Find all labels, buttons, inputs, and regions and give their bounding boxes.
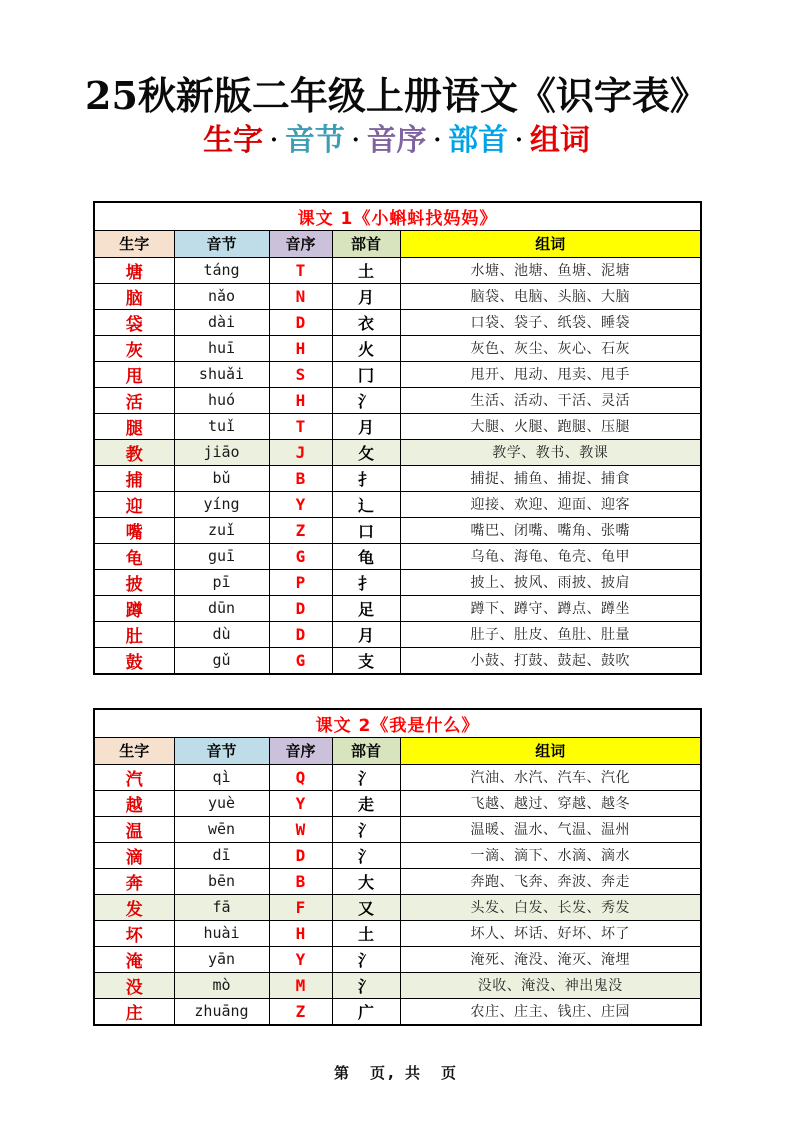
pinyin-cell: dī xyxy=(174,842,269,868)
words-cell: 甩开、甩动、甩卖、甩手 xyxy=(400,361,701,387)
words-cell: 口袋、袋子、纸袋、睡袋 xyxy=(400,309,701,335)
table-title-row xyxy=(94,202,701,231)
tables xyxy=(93,201,700,1026)
initial-cell: T xyxy=(269,257,332,283)
table-title: 课文 1《小蝌蚪找妈妈》 xyxy=(94,202,701,231)
words-cell: 坏人、坏话、好坏、坏了 xyxy=(400,920,701,946)
radical-cell: 又 xyxy=(332,894,400,920)
char-cell: 捕 xyxy=(94,465,174,491)
subtitle xyxy=(0,124,793,157)
initial-cell: Y xyxy=(269,946,332,972)
table-row xyxy=(94,842,701,868)
lesson-table-1 xyxy=(93,201,702,675)
char-cell: 蹲 xyxy=(94,595,174,621)
column-header-initial: 音序 xyxy=(269,230,332,257)
words-cell: 乌龟、海龟、龟壳、龟甲 xyxy=(400,543,701,569)
char-cell: 没 xyxy=(94,972,174,998)
pinyin-cell: bǔ xyxy=(174,465,269,491)
initial-cell: P xyxy=(269,569,332,595)
char-cell: 奔 xyxy=(94,868,174,894)
initial-cell: Y xyxy=(269,491,332,517)
table-row xyxy=(94,387,701,413)
subtitle-term: 部首 xyxy=(448,122,509,158)
table-row xyxy=(94,816,701,842)
words-cell: 披上、披风、雨披、披肩 xyxy=(400,569,701,595)
subtitle-term: 生字 xyxy=(203,122,264,158)
pinyin-cell: wēn xyxy=(174,816,269,842)
words-cell: 蹲下、蹲守、蹲点、蹲坐 xyxy=(400,595,701,621)
words-cell: 灰色、灰尘、灰心、石灰 xyxy=(400,335,701,361)
radical-cell: 龟 xyxy=(332,543,400,569)
words-cell: 生活、活动、干活、灵活 xyxy=(400,387,701,413)
column-header-radical: 部首 xyxy=(332,737,400,764)
initial-cell: Z xyxy=(269,998,332,1025)
subtitle-separator: · xyxy=(351,126,360,153)
words-cell: 淹死、淹没、淹灭、淹埋 xyxy=(400,946,701,972)
pinyin-cell: guī xyxy=(174,543,269,569)
pinyin-cell: jiāo xyxy=(174,439,269,465)
radical-cell: 火 xyxy=(332,335,400,361)
pinyin-cell: mò xyxy=(174,972,269,998)
radical-cell: 氵 xyxy=(332,946,400,972)
radical-cell: 口 xyxy=(332,517,400,543)
pinyin-cell: táng xyxy=(174,257,269,283)
table-row xyxy=(94,868,701,894)
initial-cell: H xyxy=(269,387,332,413)
pinyin-cell: huài xyxy=(174,920,269,946)
table-header-row xyxy=(94,737,701,764)
initial-cell: G xyxy=(269,543,332,569)
table-row xyxy=(94,361,701,387)
radical-cell: 月 xyxy=(332,621,400,647)
words-cell: 捕捉、捕鱼、捕捉、捕食 xyxy=(400,465,701,491)
radical-cell: 足 xyxy=(332,595,400,621)
subtitle-term: 组词 xyxy=(529,122,590,158)
words-cell: 嘴巴、闭嘴、嘴角、张嘴 xyxy=(400,517,701,543)
table-title-row xyxy=(94,709,701,738)
table-row xyxy=(94,920,701,946)
pinyin-cell: shuǎi xyxy=(174,361,269,387)
pinyin-cell: yíng xyxy=(174,491,269,517)
table-row xyxy=(94,257,701,283)
initial-cell: B xyxy=(269,465,332,491)
words-cell: 水塘、池塘、鱼塘、泥塘 xyxy=(400,257,701,283)
initial-cell: W xyxy=(269,816,332,842)
subtitle-term: 音序 xyxy=(366,122,427,158)
radical-cell: 土 xyxy=(332,257,400,283)
table-row xyxy=(94,283,701,309)
char-cell: 嘴 xyxy=(94,517,174,543)
pinyin-cell: zuǐ xyxy=(174,517,269,543)
initial-cell: D xyxy=(269,309,332,335)
radical-cell: 氵 xyxy=(332,387,400,413)
table-row xyxy=(94,543,701,569)
initial-cell: Y xyxy=(269,790,332,816)
words-cell: 大腿、火腿、跑腿、压腿 xyxy=(400,413,701,439)
char-cell: 迎 xyxy=(94,491,174,517)
words-cell: 汽油、水汽、汽车、汽化 xyxy=(400,764,701,790)
table-row xyxy=(94,998,701,1025)
radical-cell: 扌 xyxy=(332,569,400,595)
pinyin-cell: yān xyxy=(174,946,269,972)
pinyin-cell: qì xyxy=(174,764,269,790)
subtitle-term: 音节 xyxy=(284,122,345,158)
radical-cell: 攵 xyxy=(332,439,400,465)
words-cell: 农庄、庄主、钱庄、庄园 xyxy=(400,998,701,1025)
table-row xyxy=(94,647,701,674)
column-header-char: 生字 xyxy=(94,737,174,764)
table-title: 课文 2《我是什么》 xyxy=(94,709,701,738)
table-header-row xyxy=(94,230,701,257)
pinyin-cell: nǎo xyxy=(174,283,269,309)
words-cell: 温暖、温水、气温、温州 xyxy=(400,816,701,842)
radical-cell: 辶 xyxy=(332,491,400,517)
words-cell: 教学、教书、教课 xyxy=(400,439,701,465)
char-cell: 甩 xyxy=(94,361,174,387)
pinyin-cell: bēn xyxy=(174,868,269,894)
table-row xyxy=(94,413,701,439)
initial-cell: H xyxy=(269,335,332,361)
table-row xyxy=(94,517,701,543)
radical-cell: 月 xyxy=(332,413,400,439)
table-row xyxy=(94,491,701,517)
char-cell: 温 xyxy=(94,816,174,842)
page-title: 25秋新版二年级上册语文《识字表》 xyxy=(85,73,708,118)
radical-cell: 土 xyxy=(332,920,400,946)
char-cell: 披 xyxy=(94,569,174,595)
char-cell: 脑 xyxy=(94,283,174,309)
lesson-table-2 xyxy=(93,708,702,1026)
char-cell: 越 xyxy=(94,790,174,816)
words-cell: 肚子、肚皮、鱼肚、肚量 xyxy=(400,621,701,647)
initial-cell: D xyxy=(269,621,332,647)
table-row xyxy=(94,335,701,361)
table-row xyxy=(94,764,701,790)
char-cell: 汽 xyxy=(94,764,174,790)
initial-cell: N xyxy=(269,283,332,309)
initial-cell: H xyxy=(269,920,332,946)
char-cell: 灰 xyxy=(94,335,174,361)
table-row xyxy=(94,595,701,621)
pinyin-cell: dūn xyxy=(174,595,269,621)
radical-cell: 扌 xyxy=(332,465,400,491)
words-cell: 脑袋、电脑、头脑、大脑 xyxy=(400,283,701,309)
subtitle-separator: · xyxy=(433,126,442,153)
char-cell: 坏 xyxy=(94,920,174,946)
column-header-char: 生字 xyxy=(94,230,174,257)
words-cell: 小鼓、打鼓、鼓起、鼓吹 xyxy=(400,647,701,674)
initial-cell: D xyxy=(269,595,332,621)
char-cell: 滴 xyxy=(94,842,174,868)
pinyin-cell: dù xyxy=(174,621,269,647)
radical-cell: 氵 xyxy=(332,764,400,790)
initial-cell: M xyxy=(269,972,332,998)
radical-cell: 大 xyxy=(332,868,400,894)
pinyin-cell: huó xyxy=(174,387,269,413)
column-header-pinyin: 音节 xyxy=(174,737,269,764)
words-cell: 头发、白发、长发、秀发 xyxy=(400,894,701,920)
radical-cell: 月 xyxy=(332,283,400,309)
pinyin-cell: pī xyxy=(174,569,269,595)
subtitle-separator: · xyxy=(270,126,278,153)
pinyin-cell: huī xyxy=(174,335,269,361)
char-cell: 腿 xyxy=(94,413,174,439)
radical-cell: 氵 xyxy=(332,842,400,868)
initial-cell: B xyxy=(269,868,332,894)
char-cell: 淹 xyxy=(94,946,174,972)
table-row xyxy=(94,946,701,972)
char-cell: 活 xyxy=(94,387,174,413)
radical-cell: 走 xyxy=(332,790,400,816)
table-row xyxy=(94,621,701,647)
radical-cell: 衣 xyxy=(332,309,400,335)
words-cell: 迎接、欢迎、迎面、迎客 xyxy=(400,491,701,517)
radical-cell: 广 xyxy=(332,998,400,1025)
table-row xyxy=(94,465,701,491)
pinyin-cell: yuè xyxy=(174,790,269,816)
words-cell: 没收、淹没、神出鬼没 xyxy=(400,972,701,998)
initial-cell: G xyxy=(269,647,332,674)
words-cell: 飞越、越过、穿越、越冬 xyxy=(400,790,701,816)
table-row xyxy=(94,309,701,335)
pinyin-cell: dài xyxy=(174,309,269,335)
pinyin-cell: gǔ xyxy=(174,647,269,674)
radical-cell: 氵 xyxy=(332,972,400,998)
words-cell: 奔跑、飞奔、奔波、奔走 xyxy=(400,868,701,894)
initial-cell: F xyxy=(269,894,332,920)
radical-cell: 氵 xyxy=(332,816,400,842)
char-cell: 教 xyxy=(94,439,174,465)
char-cell: 袋 xyxy=(94,309,174,335)
column-header-initial: 音序 xyxy=(269,737,332,764)
words-cell: 一滴、滴下、水滴、滴水 xyxy=(400,842,701,868)
column-header-words: 组词 xyxy=(400,737,701,764)
char-cell: 肚 xyxy=(94,621,174,647)
radical-cell: 支 xyxy=(332,647,400,674)
initial-cell: Z xyxy=(269,517,332,543)
page-footer: 第 页, 共 页 xyxy=(334,1063,459,1082)
table-row xyxy=(94,972,701,998)
column-header-pinyin: 音节 xyxy=(174,230,269,257)
initial-cell: Q xyxy=(269,764,332,790)
subtitle-separator: · xyxy=(515,126,523,153)
initial-cell: S xyxy=(269,361,332,387)
initial-cell: D xyxy=(269,842,332,868)
radical-cell: 冂 xyxy=(332,361,400,387)
table-row xyxy=(94,569,701,595)
char-cell: 庄 xyxy=(94,998,174,1025)
table-row xyxy=(94,894,701,920)
column-header-words: 组词 xyxy=(400,230,701,257)
table-row xyxy=(94,439,701,465)
pinyin-cell: zhuāng xyxy=(174,998,269,1025)
char-cell: 鼓 xyxy=(94,647,174,674)
initial-cell: T xyxy=(269,413,332,439)
initial-cell: J xyxy=(269,439,332,465)
pinyin-cell: tuǐ xyxy=(174,413,269,439)
pinyin-cell: fā xyxy=(174,894,269,920)
char-cell: 塘 xyxy=(94,257,174,283)
table-row xyxy=(94,790,701,816)
char-cell: 龟 xyxy=(94,543,174,569)
column-header-radical: 部首 xyxy=(332,230,400,257)
char-cell: 发 xyxy=(94,894,174,920)
